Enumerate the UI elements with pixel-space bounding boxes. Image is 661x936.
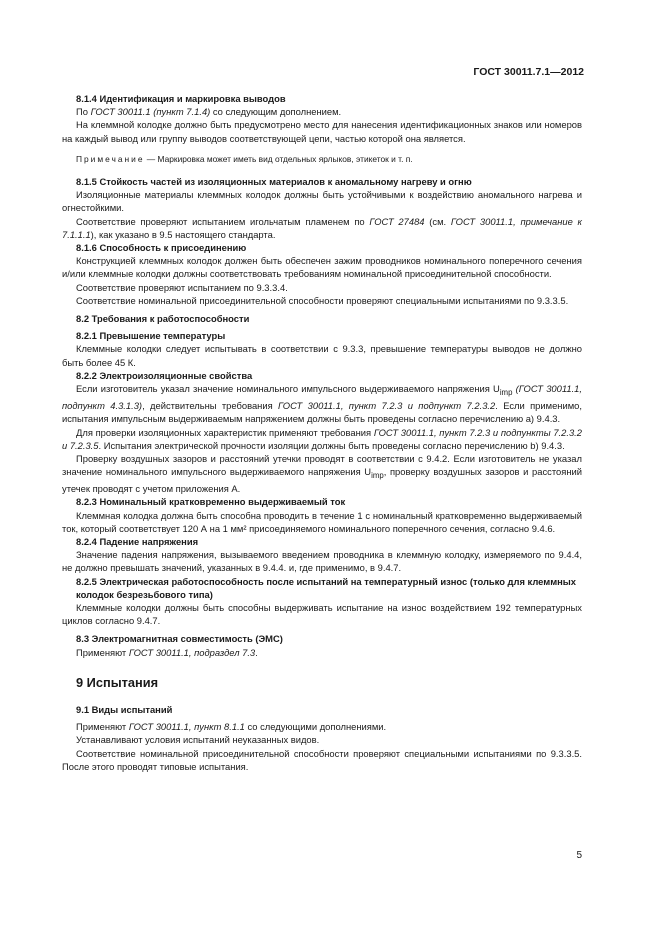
standard-header: ГОСТ 30011.7.1—2012 <box>473 66 584 78</box>
paragraph: Изоляционные материалы клеммных колодок должны быть устойчивыми к воздействию аномального нагрева и огнестойкими. <box>62 189 582 214</box>
paragraph: Применяют ГОСТ 30011.1, подраздел 7.3. <box>76 646 258 658</box>
paragraph: Проверку воздушных зазоров и расстояний утечки проводят в соответствии с 9.4.2. Если изготовитель не указал значение номинального импульсного выдерживаемого напряжения $U_{imp}$, проверку воздушных зазоров и расстояний утечек проводят с учетом приложения А. <box>62 452 582 495</box>
note-label: Примечание <box>76 153 145 164</box>
paragraph: На клеммной колодке должно быть предусмотрено место для нанесения идентификационных знаков или номеров на каждый вывод или группу выводов соответствующей цепи, частью которой она является. <box>62 119 582 144</box>
heading-8-2-1: 8.2.1 Превышение температуры <box>76 330 226 342</box>
heading-8-2-5: 8.2.5 Электрическая работоспособность после испытаний на температурный износ (только для клеммных колодок безрезьбового типа) <box>76 575 577 600</box>
paragraph: Применяют ГОСТ 30011.1, пункт 8.1.1 со следующими дополнениями. <box>76 721 387 733</box>
heading-8-1-6: 8.1.6 Способность к присоединению <box>76 242 247 254</box>
heading-8-2: 8.2 Требования к работоспособности <box>76 313 250 325</box>
note: Примечание — Маркировка может иметь вид отдельных ярлыков, этикеток и т. п. <box>76 153 413 164</box>
heading-8-2-4: 8.2.4 Падение напряжения <box>76 536 199 548</box>
standard-reference: (ГОСТ 30011.1, подпункт 4.3.1.3) <box>62 383 582 412</box>
standard-reference: ГОСТ 30011.1, примечание к 7.1.1.1 <box>62 215 582 240</box>
standard-reference: ГОСТ 27484 <box>369 215 425 227</box>
heading-8-1-4: 8.1.4 Идентификация и маркировка выводов <box>76 93 286 104</box>
paragraph: Клеммная колодка должна быть способна проводить в течение 1 с номинальный кратковременно выдерживаемый ток, который соответствует 120 А на 1 мм² присоединяемого номинального поперечного сечения, согласно 9.4.6. <box>62 509 582 534</box>
heading-8-3: 8.3 Электромагнитная совместимость (ЭМС) <box>76 633 283 645</box>
paragraph: Соответствие проверяют испытанием по 9.3.3.4. <box>76 281 288 293</box>
page-content <box>62 92 582 773</box>
paragraph: Конструкцией клеммных колодок должен быть обеспечен зажим проводников номинального поперечного сечения и/или клеммные колодки должны соответствовать требованиям номинальной присоединительной способности. <box>62 255 582 280</box>
paragraph: Соответствие номинальной присоединительной способности проверяют специальными испытаниями по 9.3.3.5. После этого проводят типовые испытания. <box>62 747 582 772</box>
heading-8-1-5: 8.1.5 Стойкость частей из изоляционных материалов к аномальному нагреву и огню <box>76 176 472 188</box>
standard-reference: ГОСТ 30011.1, подраздел 7.3 <box>128 646 256 658</box>
paragraph: Значение падения напряжения, вызываемого введением проводника в клеммную колодку, измеряемого по 9.4.4, не должно превышать значений, указанных в 9.4.4. и, где применимо, в 9.4.7. <box>62 549 582 574</box>
heading-8-2-2: 8.2.2 Электроизоляционные свойства <box>76 369 253 381</box>
standard-reference: ГОСТ 30011.1, пункт 7.2.3 и подпункт 7.2.3.2 <box>278 400 496 412</box>
paragraph: Если изготовитель указал значение номинального импульсного выдерживаемого напряжения $U_{imp}$ (ГОСТ 30011.1, подпункт 4.3.1.3), действительны требования ГОСТ 30011.1, пункт 7.2.3 и подпункт 7.2.3.2. Если применимо, испытания импульсным выдерживаемым напряжением должны быть проведены согласно перечислению а) 9.4.3. <box>62 383 582 425</box>
standard-reference: ГОСТ 30011.1, пункт 8.1.1 <box>128 721 245 733</box>
page-number: 5 <box>576 850 582 861</box>
paragraph: Устанавливают условия испытаний неуказанных видов. <box>76 734 320 746</box>
paragraph: По ГОСТ 30011.1 (пункт 7.1.4) со следующим дополнением. <box>76 106 342 118</box>
heading-9: 9 Испытания <box>76 674 159 690</box>
standard-reference: ГОСТ 30011.1 (пункт 7.1.4) <box>90 106 211 118</box>
paragraph: Клеммные колодки должны быть способны выдерживать испытание на износ воздействием 192 температурных циклов согласно 9.4.7. <box>62 602 582 627</box>
heading-9-1: 9.1 Виды испытаний <box>76 704 173 716</box>
paragraph: Для проверки изоляционных характеристик применяют требования ГОСТ 30011.1, пункт 7.2.3 и подпункты 7.2.3.2 и 7.2.3.5. Испытания электрической прочности изоляции должны быть проведены согласно перечислению b) 9.4.3. <box>62 426 582 451</box>
paragraph: Соответствие номинальной присоединительной способности проверяют специальными испытаниями по 9.3.3.5. <box>76 294 569 306</box>
paragraph: Клеммные колодки следует испытывать в соответствии с 9.3.3, превышение температуры выводов не должно быть более 45 К. <box>62 343 582 368</box>
standard-reference: ГОСТ 30011.1, пункт 7.2.3 и подпункты 7.2.3.2 и 7.2.3.5 <box>62 426 582 451</box>
heading-8-2-3: 8.2.3 Номинальный кратковременно выдерживаемый ток <box>76 496 346 508</box>
paragraph: Соответствие проверяют испытанием игольчатым пламенем по ГОСТ 27484 (см. ГОСТ 30011.1, примечание к 7.1.1.1), как указано в 9.5 настоящего стандарта. <box>62 215 582 240</box>
